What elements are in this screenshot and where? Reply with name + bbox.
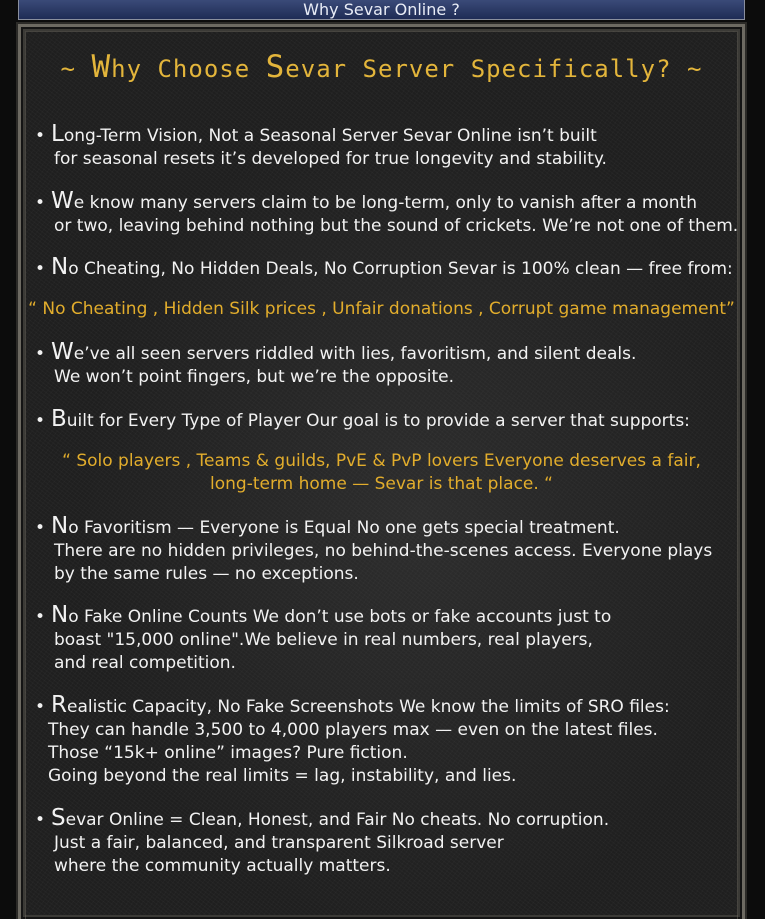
item-line: by the same rules — no exceptions. [54,564,359,584]
item-title: e’ve all seen servers riddled with lies, favoritism, and silent deals. [73,344,637,364]
bullet-icon: • [35,259,46,279]
bullet-icon: • [35,126,46,146]
item-line: There are no hidden privileges, no behind-the-scenes access. Everyone plays [54,541,713,561]
item-line: Just a fair, balanced, and transparent Silkroad server [54,833,504,853]
item-line: They can handle 3,500 to 4,000 players max — even on the latest files. [48,720,658,740]
item-title: uilt for Every Type of Player Our goal is to provide a server that supports: [66,411,690,431]
item-line: and real competition. [54,653,236,673]
heading-initial-s: S [265,49,286,85]
item-title: o Cheating, No Hidden Deals, No Corruption Sevar is 100% clean — free from: [68,259,733,279]
item-title: o Fake Online Counts We don’t use bots or fake accounts just to [68,607,612,627]
item-line: or two, leaving behind nothing but the sound of crickets. We’re not one of them. [54,216,739,236]
quote-players-line-1: “ Solo players , Teams & guilds, PvE & PvP lovers Everyone deserves a fair, [62,451,701,471]
feature-item-no-favoritism [35,515,712,586]
item-title: ealistic Capacity, No Fake Screenshots We know the limits of SRO files: [66,697,670,717]
item-line: Those “15k+ online” images? Pure fiction. [48,743,408,763]
tab-title: Why Sevar Online ? [303,0,460,19]
page-heading [21,49,742,85]
item-initial: W [51,339,74,365]
heading-text-1: hy Choose [111,55,266,83]
item-line: We won’t point fingers, but we’re the opposite. [54,367,455,387]
feature-item-every-player [35,408,690,433]
bullet-icon: • [35,193,46,213]
tab-bar [18,0,745,20]
bullet-icon: • [35,607,46,627]
item-line: Going beyond the real limits = lag, instability, and lies. [48,766,517,786]
bullet-icon: • [35,518,46,538]
feature-item-realistic-capacity [35,694,670,788]
heading-prefix: ~ [60,55,92,83]
item-line: boast "15,000 online".We believe in real numbers, real players, [54,630,593,650]
item-initial: N [51,513,69,539]
item-title: e know many servers claim to be long-term, only to vanish after a month [73,193,697,213]
item-initial: S [51,805,66,831]
item-initial: B [51,406,67,432]
feature-item-opposite [35,341,636,389]
heading-text-2: evar Server Specifically? ~ [285,55,703,83]
item-initial: N [51,602,69,628]
quote-players-line-2: long-term home — Sevar is that place. “ [210,474,553,494]
item-initial: L [51,121,64,147]
item-line: where the community actually matters. [54,856,391,876]
content-panel [18,24,745,919]
feature-item-clean-honest-fair [35,807,609,878]
bullet-icon: • [35,810,46,830]
bullet-icon: • [35,411,46,431]
item-title: ong-Term Vision, Not a Seasonal Server Sevar Online isn’t built [63,126,597,146]
feature-item-no-cheating [35,256,733,281]
bullet-icon: • [35,697,46,717]
bullet-icon: • [35,344,46,364]
item-initial: R [51,692,67,718]
feature-item-no-fake-online [35,604,611,675]
feature-item-long-term-claims [35,190,738,238]
item-initial: W [51,188,74,214]
item-title: o Favoritism — Everyone is Equal No one gets special treatment. [68,518,620,538]
item-title: evar Online = Clean, Honest, and Fair No cheats. No corruption. [65,810,610,830]
feature-item-long-term-vision [35,123,607,171]
item-line: for seasonal resets it’s developed for true longevity and stability. [54,149,607,169]
item-initial: N [51,254,69,280]
heading-initial-w: W [91,49,112,85]
quote-cheating-list: “ No Cheating , Hidden Silk prices , Unfair donations , Corrupt game management” [28,299,735,319]
